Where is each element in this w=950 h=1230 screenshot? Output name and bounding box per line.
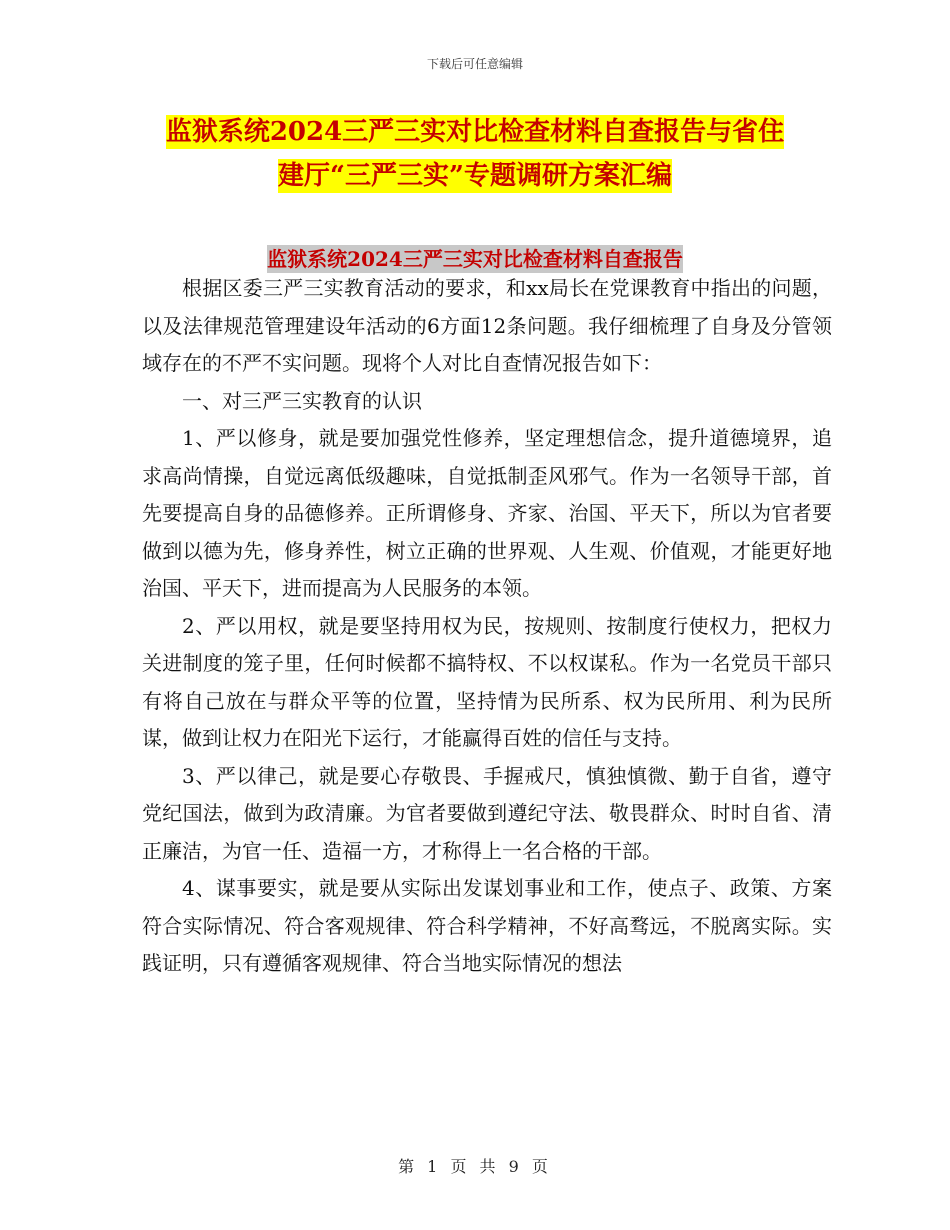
- paragraph-item-1: 1、严以修身，就是要加强党性修养，坚定理想信念，提升道德境界，追求高尚情操，自觉远离低级趣味，自觉抵制歪风邪气。作为一名领导干部，首先要提高自身的品德修养。正所谓修身、齐家、治国、平天下，所以为官者要做到以德为先，修身养性，树立正确的世界观、人生观、价值观，才能更好地治国、平天下，进而提高为人民服务的本领。: [142, 426, 832, 600]
- section-title-text: 监狱系统2024三严三实对比检查材料自查报告: [267, 247, 683, 271]
- title-line-2: 建厅“三严三实”专题调研方案汇编: [278, 161, 672, 191]
- title-line-1: 监狱系统2024三严三实对比检查材料自查报告与省住: [165, 117, 785, 147]
- paragraph-item-3: 3、严以律己，就是要心存敬畏、手握戒尺，慎独慎微、勤于自省，遵守党纪国法，做到为政清廉。为官者要做到遵纪守法、敬畏群众、时时自省、清正廉洁，为官一任、造福一方，才称得上一名合格的干部。: [142, 763, 832, 863]
- paragraph-item-4: 4、谋事要实，就是要从实际出发谋划事业和工作，使点子、政策、方案符合实际情况、符合客观规律、符合科学精神，不好高骛远，不脱离实际。实践证明，只有遵循客观规律、符合当地实际情况的想法: [142, 876, 832, 975]
- page-footer: 第 1 页 共 9 页: [398, 1157, 552, 1176]
- paragraph-intro: 根据区委三严三实教育活动的要求，和xx局长在党课教育中指出的问题，以及法律规范管理建设年活动的6方面12条问题。我仔细梳理了自身及分管领域存在的不严不实问题。现将个人对比自查情况报告如下：: [142, 276, 832, 375]
- document-title: [0, 110, 950, 198]
- paragraph-heading-1: 一、对三严三实教育的认识: [182, 388, 422, 413]
- paragraph-item-2: 2、严以用权，就是要坚持用权为民，按规则、按制度行使权力，把权力关进制度的笼子里，任何时候都不搞特权、不以权谋私。作为一名党员干部只有将自己放在与群众平等的位置，坚持情为民所系、权为民所用、利为民所谋，做到让权力在阳光下运行，才能赢得百姓的信任与支持。: [142, 613, 832, 750]
- document-body: [142, 270, 832, 983]
- header-note: 下载后可任意编辑: [426, 57, 523, 71]
